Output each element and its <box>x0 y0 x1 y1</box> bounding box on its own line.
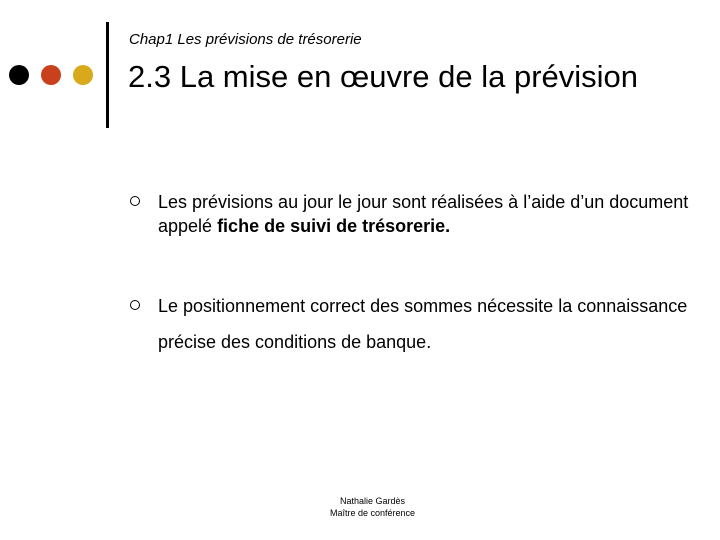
bullet-2-text: Le positionnement correct des sommes nécessite la connaissance précise des conditions de banque. <box>158 296 688 352</box>
title-divider <box>106 22 109 128</box>
bullet-item-2 <box>130 288 690 360</box>
decor-dot-gold <box>73 65 93 85</box>
bullet-item-1 <box>130 190 690 238</box>
chapter-subtitle: Chap1 Les prévisions de trésorerie <box>129 31 362 48</box>
footer <box>280 495 465 519</box>
bullet-circle-icon <box>130 196 140 206</box>
footer-role: Maître de conférence <box>329 508 416 518</box>
bullet-circle-icon <box>130 300 140 310</box>
decor-dot-red <box>41 65 61 85</box>
bullet-list <box>130 190 690 360</box>
decor-dot-black <box>9 65 29 85</box>
footer-author: Nathalie Gardès <box>339 496 406 506</box>
bullet-1-text: Les prévisions au jour le jour sont réalisées à l’aide d’un document appelé <box>158 192 689 236</box>
slide-title: 2.3 La mise en œuvre de la prévision <box>128 59 639 94</box>
bullet-1-bold-text: fiche de suivi de trésorerie. <box>217 216 451 236</box>
